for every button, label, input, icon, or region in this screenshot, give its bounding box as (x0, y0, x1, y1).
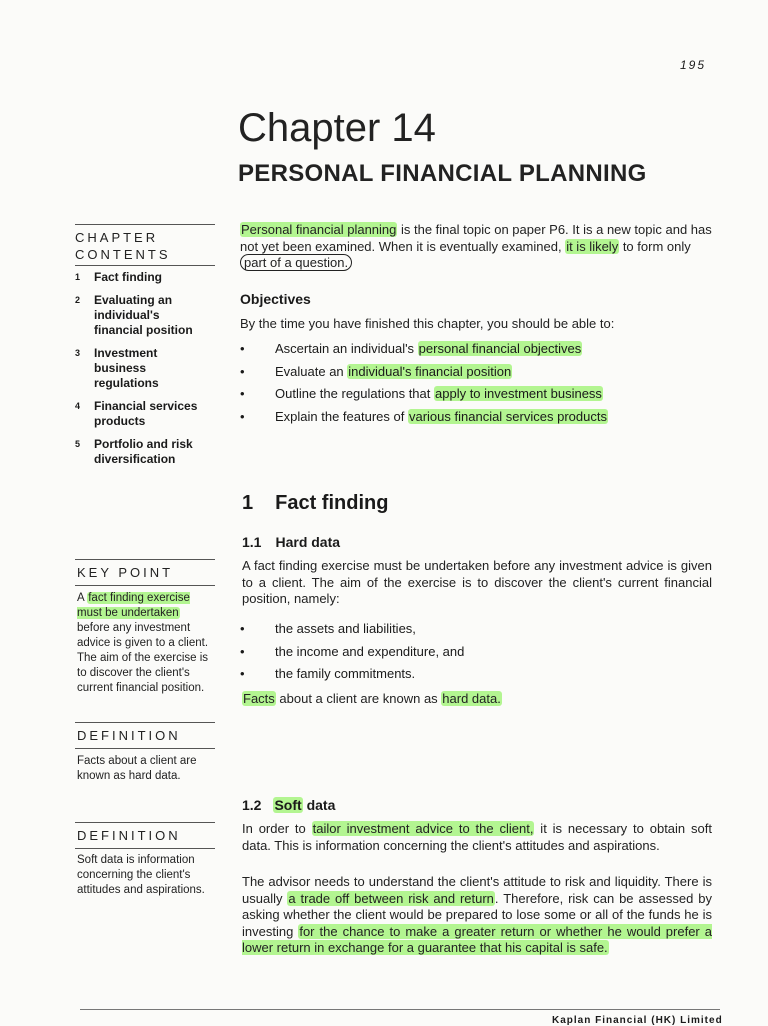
keypoint-heading: KEY POINT (77, 565, 174, 580)
intro-text: to form only (619, 238, 691, 254)
highlight: it is likely (566, 238, 619, 254)
highlight: various financial services products (408, 408, 607, 424)
contents-item-number: 3 (75, 348, 81, 358)
contents-heading-line2: CONTENTS (75, 247, 171, 262)
objectives-lead: By the time you have finished this chapter, you should be able to: (240, 316, 615, 331)
divider (75, 748, 215, 749)
section-heading (242, 492, 388, 515)
definition-text: Facts about a client are known as hard data. (77, 755, 197, 782)
contents-item-label: Evaluating an individual's financial position (94, 293, 193, 337)
facts-sentence (242, 691, 712, 708)
contents-item-number: 1 (75, 272, 81, 282)
divider (75, 265, 215, 266)
contents-item-number: 4 (75, 401, 81, 411)
paragraph-text: it is necessary to obtain soft data. This is information concerning the client's attitudes and aspirations. (242, 821, 712, 853)
divider (75, 722, 215, 723)
page-number: 195 (680, 58, 707, 72)
highlight: Facts (243, 691, 275, 706)
intro-paragraph (240, 222, 715, 272)
contents-item-number: 2 (75, 295, 81, 305)
highlight: fact finding exercise must be undertaken (77, 592, 190, 619)
objective-item (240, 338, 720, 361)
definition-heading: DEFINITION (77, 828, 181, 843)
highlight: apply to investment business (435, 386, 602, 401)
objective-text: Ascertain an individual's (275, 341, 418, 356)
contents-heading (75, 229, 171, 263)
keypoint-text-part: A (77, 592, 88, 604)
highlight: tailor investment advice to the client, (312, 821, 534, 836)
objectives-heading: Objectives (240, 291, 311, 307)
objective-item (240, 406, 720, 429)
subsection-number: 1.2 (242, 797, 262, 813)
section-number: 1 (242, 492, 254, 514)
subsection-number: 1.1 (242, 534, 262, 550)
risk-paragraph (242, 874, 712, 957)
list-item: • the assets and liabilities, (240, 618, 720, 641)
contents-heading-line1: CHAPTER (75, 230, 159, 245)
paragraph-text: The advisor needs to understand the client's attitude to risk and liquidity. There is usually (242, 874, 712, 906)
highlight: Soft (274, 797, 302, 813)
list-item: • the family commitments. (240, 663, 720, 686)
hard-data-list (240, 618, 720, 686)
divider (75, 559, 215, 560)
footer-text: Kaplan Financial (HK) Limited (552, 1015, 723, 1026)
contents-item[interactable] (75, 346, 210, 391)
subsection-heading (242, 534, 340, 550)
contents-item-label: Investment business regulations (94, 346, 159, 390)
highlight: for the chance to make a greater return or whether he would prefer a lower return in exchange for a guarantee that his capital is safe. (242, 923, 713, 955)
facts-text: about a client are known as (275, 691, 442, 706)
divider (75, 822, 215, 823)
contents-item-label: Fact finding (94, 270, 162, 284)
paragraph-text: In order to (242, 821, 312, 836)
subsection-title: Hard data (275, 534, 341, 550)
divider (75, 224, 215, 225)
objective-item (240, 361, 720, 384)
highlight: a trade off between risk and return (288, 890, 494, 906)
circled-annotation: part of a question. (240, 254, 352, 271)
objective-text: Explain the features of (275, 408, 408, 424)
list-item: • the income and expenditure, and (240, 641, 720, 664)
chapter-title: Chapter 14 (238, 106, 436, 150)
contents-list (75, 270, 210, 475)
definition-heading: DEFINITION (77, 728, 181, 743)
footer-divider (80, 1009, 720, 1010)
contents-item-label: Portfolio and risk diversification (94, 437, 193, 466)
intro-text: is the final topic on paper P6. It is a new topic and has not yet been examined. When it is eventually examined, (240, 222, 712, 254)
highlight: personal financial objectives (418, 341, 582, 356)
definition-text: Soft data is information concerning the client's attitudes and aspirations. (77, 854, 205, 896)
highlight: Personal financial planning (241, 222, 397, 237)
keypoint-text (77, 591, 209, 696)
chapter-subtitle: PERSONAL FINANCIAL PLANNING (238, 160, 647, 187)
contents-item[interactable] (75, 293, 210, 338)
subsection-heading (242, 797, 335, 813)
objectives-list (240, 338, 720, 428)
objective-text: Evaluate an (275, 363, 348, 379)
contents-item[interactable] (75, 399, 210, 429)
objective-text: Outline the regulations that (275, 386, 434, 401)
highlight: individual's financial position (348, 363, 512, 379)
divider (75, 848, 215, 849)
contents-item-number: 5 (75, 439, 81, 449)
divider (75, 585, 215, 586)
contents-item[interactable] (75, 437, 210, 467)
section-title: Fact finding (275, 492, 389, 514)
keypoint-text-part: before any investment advice is given to a client. The aim of the exercise is to discover the client's current financial position. (77, 622, 209, 694)
soft-data-paragraph (242, 821, 712, 854)
contents-item-label: Financial services products (94, 399, 198, 428)
highlight: hard data. (442, 691, 501, 706)
paragraph-text: . Therefore, risk can be assessed by asking whether the client would be prepared to lose some or all of the funds he is investing (242, 890, 712, 939)
subsection-title: data (302, 797, 336, 813)
objective-item (240, 383, 720, 406)
contents-item[interactable] (75, 270, 210, 285)
hard-data-paragraph: A fact finding exercise must be undertaken before any investment advice is given to a client. The aim of the exercise is to discover the client's current financial position, namely: (242, 558, 712, 606)
